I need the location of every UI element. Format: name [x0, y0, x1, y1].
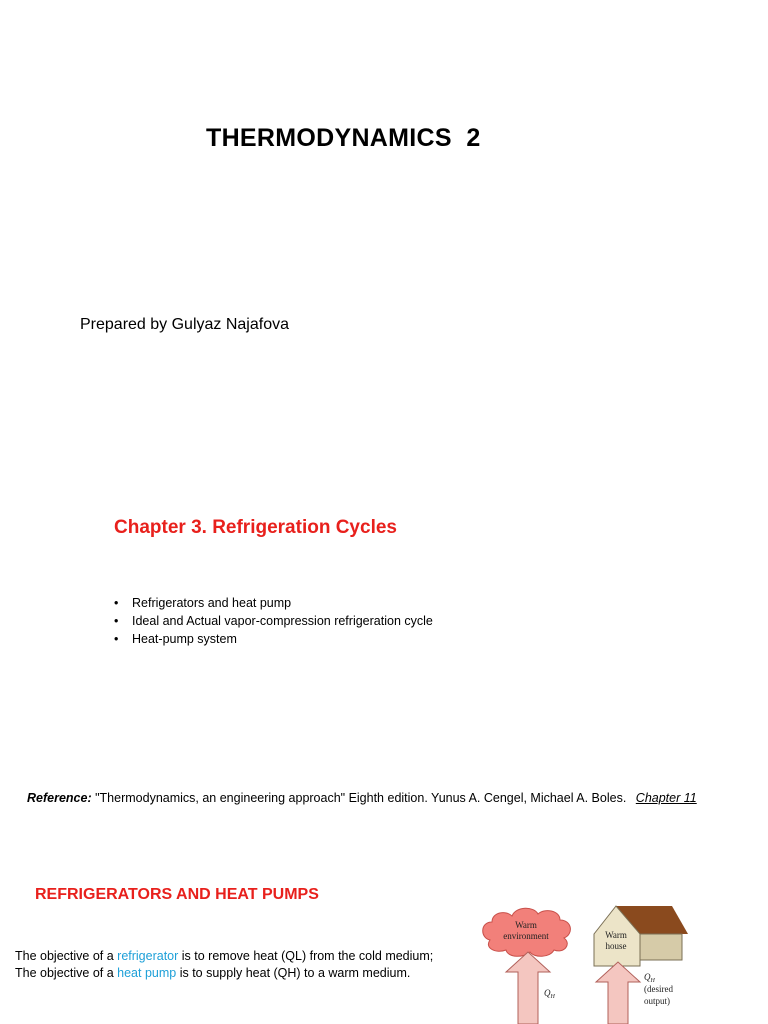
cloud-label-line2: environment — [503, 931, 549, 941]
objective-text: The objective of a — [15, 966, 118, 980]
topic-list — [114, 594, 433, 648]
arrow-right-note-line1: (desired — [644, 984, 673, 994]
heat-transfer-diagram — [476, 900, 696, 1024]
refrigerator-objective — [15, 949, 433, 963]
cloud-label-line1: Warm — [515, 920, 537, 930]
house-label-line2: house — [605, 941, 627, 951]
arrow-right-note-line2: output) — [644, 996, 670, 1006]
reference-chapter-link[interactable]: Chapter 11 — [635, 791, 697, 805]
heat-pump-term: heat pump — [117, 966, 177, 980]
refrigerator-term: refrigerator — [117, 949, 179, 963]
reference-text: "Thermodynamics, an engineering approach" Eighth edition. Yunus A. Cengel, Michael A. Boles. — [95, 791, 627, 805]
topic-item: • Heat-pump system — [114, 630, 433, 648]
author-line: Prepared by Gulyaz Najafova — [80, 316, 289, 333]
house-wall-side — [640, 934, 682, 960]
heat-arrow-right — [596, 962, 640, 1024]
objective-text: The objective of a — [15, 949, 118, 963]
document-title: THERMODYNAMICS 2 — [206, 124, 481, 152]
section-heading: REFRIGERATORS AND HEAT PUMPS — [35, 886, 319, 903]
reference-line — [27, 791, 697, 805]
chapter-heading: Chapter 3. Refrigeration Cycles — [114, 517, 397, 538]
objective-text: is to supply heat (QH) to a warm medium. — [176, 966, 411, 980]
house-label-line1: Warm — [605, 930, 627, 940]
arrow-right-label: $Q_H$ — [644, 972, 655, 984]
topic-item: • Refrigerators and heat pump — [114, 594, 433, 612]
heat-pump-objective — [15, 966, 410, 980]
reference-label: Reference: — [27, 791, 92, 805]
objective-text: is to remove heat (QL) from the cold medium; — [178, 949, 434, 963]
arrow-left-label: $Q_H$ — [544, 988, 555, 1000]
topic-item: • Ideal and Actual vapor-compression refrigeration cycle — [114, 612, 433, 630]
